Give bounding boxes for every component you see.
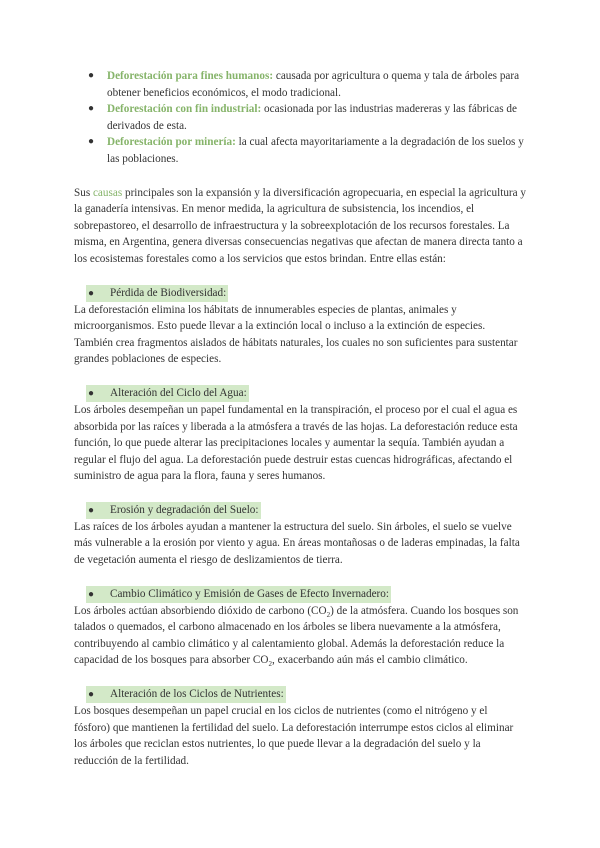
section-heading [86, 385, 249, 402]
intro-text-before: Sus [74, 186, 93, 199]
list-item [74, 101, 526, 134]
bullet-icon: ● [88, 588, 95, 600]
section-heading-label: Erosión y degradación del Suelo: [110, 503, 259, 516]
document-page [74, 68, 526, 769]
subscript-2: 2 [268, 660, 272, 669]
bullet-icon: ● [88, 103, 95, 115]
type-title: Deforestación para fines humanos: [107, 70, 274, 82]
bullet-icon: ● [88, 504, 95, 516]
section-biodiversity [74, 285, 526, 368]
bullet-icon: ● [88, 70, 95, 81]
section-heading [86, 686, 286, 703]
bullet-icon: ● [88, 287, 95, 299]
section-heading [86, 285, 228, 302]
type-description: ocasionada por las industrias madereras y las fábricas de derivados de esta. [107, 103, 517, 132]
section-heading-label: Alteración de los Ciclos de Nutrientes: [110, 688, 284, 701]
list-item [74, 134, 526, 167]
intro-paragraph [74, 185, 526, 268]
section-body-part: Los árboles actúan absorbiendo dióxido de carbono (CO [74, 604, 327, 617]
section-water-cycle [74, 385, 526, 485]
section-heading [86, 586, 391, 603]
type-description: causada por agricultura o quema y tala de árboles para obtener beneficios económicos, el modo tradicional. [107, 70, 520, 99]
section-heading-label: Alteración del Ciclo del Agua: [110, 386, 247, 399]
section-body: Los bosques desempeñan un papel crucial en los ciclos de nutrientes (como el nitrógeno y el fósforo) que mantienen la fertilidad del suelo. La deforestación interrumpe estos ciclos al eliminar los árboles que reciclan estos nutrientes, lo que puede llevar a la degradación del suelo y la reducción de la fertilidad. [74, 705, 514, 767]
section-heading-label: Cambio Climático y Emisión de Gases de Efecto Invernadero: [110, 587, 389, 600]
deforestation-types-list [74, 68, 526, 168]
bullet-icon: ● [88, 387, 95, 399]
section-nutrient-cycles [74, 686, 526, 769]
bullet-icon: ● [88, 136, 95, 148]
section-body: Los árboles desempeñan un papel fundamental en la transpiración, el proceso por el cual el agua es absorbida por las raíces y liberada a la atmósfera a través de las hojas. La deforestación reduce esta función, lo que puede alterar las precipitaciones locales y aumentar la sequía. También ayudan a regular el flujo del agua. La deforestación puede destruir estas cuencas hidrográficas, afectando el suministro de agua para la flora, fauna y seres humanos. [74, 403, 518, 483]
bullet-icon: ● [88, 689, 95, 701]
section-body-part: , exacerbando aún más el cambio climático. [271, 654, 468, 667]
causas-link[interactable]: causas [92, 186, 123, 199]
section-climate-change [74, 586, 526, 669]
type-title: Deforestación con fin industrial: [107, 103, 262, 116]
section-body: La deforestación elimina los hábitats de innumerables especies de plantas, animales y microorganismos. Esto puede llevar a la extinción local o incluso a la extinción de especies. También crea fragmentos aislados de hábitats naturales, los cuales no son suficientes para sustentar grandes poblaciones de especies. [74, 303, 518, 366]
section-body-part: ) de la atmósfera. Cuando los bosques son talados o quemados, el carbono almacenado en los árboles se libera nuevamente a la atmósfera, contribuyendo al cambio climático y al calentamiento global. Además la deforestación reduce la capacidad de los bosques para absorber CO [74, 604, 519, 667]
section-soil-erosion [74, 502, 526, 569]
section-body: Las raíces de los árboles ayudan a mantener la estructura del suelo. Sin árboles, el suelo se vuelve más vulnerable a la erosión por viento y agua. En áreas montañosas o de laderas empinadas, la falta de vegetación aumenta el riesgo de deslizamientos de tierra. [74, 520, 520, 567]
type-description: la cual afecta mayoritariamente a la degradación de los suelos y las poblaciones. [107, 136, 524, 165]
intro-text-after: principales son la expansión y la diversificación agropecuaria, en especial la agricultura y la ganadería intensivas. En menor medida, la agricultura de subsistencia, los incendios, el sobrepastoreo, el desarrollo de infraestructura y la sobreexplotación de los recursos forestales. La misma, en Argentina, genera diversas consecuencias negativas que afectan de manera directa tanto a los ecosistemas forestales como a los servicios que estos brindan. Entre ellas están: [74, 186, 526, 265]
section-body [74, 603, 526, 669]
section-heading-label: Pérdida de Biodiversidad: [110, 286, 227, 299]
list-item [74, 68, 526, 101]
section-heading [86, 502, 261, 519]
subscript-2: 2 [326, 610, 331, 619]
type-title: Deforestación por minería: [107, 136, 236, 149]
